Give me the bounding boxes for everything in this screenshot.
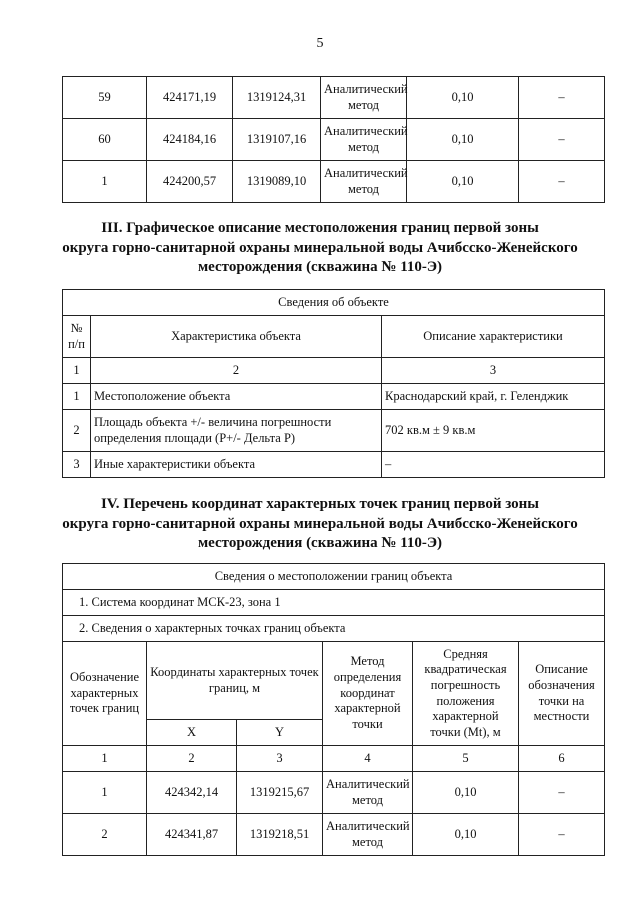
table-row: [63, 119, 605, 161]
table-caption: Сведения об объекте: [63, 290, 605, 316]
coordinate-system-row: [63, 590, 605, 616]
coord-y: 1319107,16: [233, 119, 321, 161]
method: Аналитический метод: [321, 161, 407, 203]
coord-x: 424171,19: [147, 77, 233, 119]
precision: 0,10: [407, 77, 519, 119]
method: Аналитический метод: [321, 119, 407, 161]
coord-x: 424184,16: [147, 119, 233, 161]
page-number: 5: [316, 36, 324, 51]
table-row: [63, 772, 605, 814]
table-row: [63, 814, 605, 856]
description: –: [519, 77, 605, 119]
coordinate-system: 1. Система координат МСК-23, зона 1: [63, 590, 605, 616]
description: –: [519, 772, 605, 814]
point-number: 60: [63, 119, 147, 161]
column-number-row: 1 2 3 4 5 6: [63, 746, 605, 772]
coordinates-table-continued: [62, 76, 605, 203]
column-number-row: 1 2 3: [63, 358, 605, 384]
coord-y: 1319215,67: [237, 772, 323, 814]
col-header-x: X: [147, 720, 237, 746]
table-caption-row: [63, 290, 605, 316]
coord-x: 424342,14: [147, 772, 237, 814]
col-header-coordinates: Координаты характерных точек границ, м: [147, 642, 323, 720]
boundary-points-table: [62, 563, 605, 856]
point-number: 2: [63, 814, 147, 856]
col-header-description: Описание обозначения точки на местности: [519, 642, 605, 746]
table-row: [63, 161, 605, 203]
method: Аналитический метод: [321, 77, 407, 119]
table-header-row: [63, 642, 605, 720]
section-3-title: III. Графическое описание местоположения границ первой зоны округа горно-санитарной охраны минеральной воды Ачибсско-Женейского месторождения (скважина № 110-Э): [62, 220, 578, 275]
point-number: 1: [63, 161, 147, 203]
precision: 0,10: [413, 772, 519, 814]
table-row: 2 Площадь объекта +/- величина погрешности определения площади (P+/- Дельта P) 702 кв.м ± 9 кв.м: [63, 410, 605, 452]
points-caption-row: [63, 616, 605, 642]
description: –: [519, 119, 605, 161]
col-header-description: Описание характеристики: [382, 316, 605, 358]
coord-x: 424341,87: [147, 814, 237, 856]
table-caption-row: [63, 564, 605, 590]
table-caption: Сведения о местоположении границ объекта: [63, 564, 605, 590]
method: Аналитический метод: [323, 814, 413, 856]
col-header-precision: Средняя квадратическая погрешность положения характерной точки (Mt), м: [413, 642, 519, 746]
table-row: 1 Местоположение объекта Краснодарский край, г. Геленджик: [63, 384, 605, 410]
coord-y: 1319124,31: [233, 77, 321, 119]
coord-x: 424200,57: [147, 161, 233, 203]
table-row: 3 Иные характеристики объекта –: [63, 452, 605, 478]
section-4-title: IV. Перечень координат характерных точек границ первой зоны округа горно-санитарной охраны минеральной воды Ачибсско-Женейского месторождения (скважина № 110-Э): [62, 496, 578, 551]
point-number: 59: [63, 77, 147, 119]
precision: 0,10: [407, 161, 519, 203]
table-row: [63, 77, 605, 119]
point-number: 1: [63, 772, 147, 814]
col-header-characteristic: Характеристика объекта: [91, 316, 382, 358]
coord-y: 1319218,51: [237, 814, 323, 856]
col-header-number: № п/п: [63, 316, 91, 358]
description: –: [519, 814, 605, 856]
object-info-table: [62, 289, 605, 478]
col-header-y: Y: [237, 720, 323, 746]
method: Аналитический метод: [323, 772, 413, 814]
coord-y: 1319089,10: [233, 161, 321, 203]
points-caption: 2. Сведения о характерных точках границ объекта: [63, 616, 605, 642]
col-header-designation: Обозначение характерных точек границ: [63, 642, 147, 746]
precision: 0,10: [413, 814, 519, 856]
col-header-method: Метод определения координат характерной точки: [323, 642, 413, 746]
table-header-row: [63, 316, 605, 358]
precision: 0,10: [407, 119, 519, 161]
description: –: [519, 161, 605, 203]
